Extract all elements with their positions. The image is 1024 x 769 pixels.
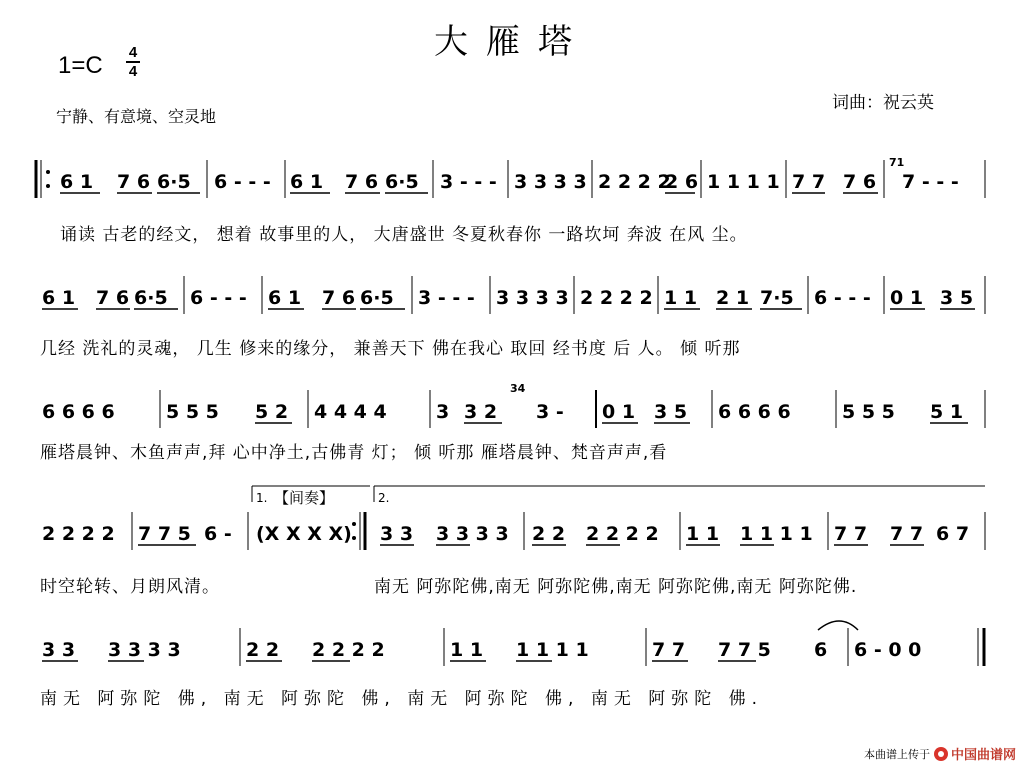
note-group: 0 1	[602, 401, 636, 423]
note-group: 6	[814, 639, 828, 661]
note-group: 1 1	[686, 523, 720, 545]
note-group: 7 6	[322, 287, 356, 309]
note-group: 3 5	[940, 287, 974, 309]
volta-1: 1.	[256, 491, 268, 505]
note-group: 6 6 6 6	[718, 401, 791, 423]
note-group: 1 1	[664, 287, 698, 309]
note-group: 1 1 1 1	[707, 171, 780, 193]
note-group: 6 - - -	[814, 287, 871, 309]
note-group: 2 6	[665, 171, 699, 193]
note-group: 7 7	[890, 523, 924, 545]
note-group: 3 3	[380, 523, 414, 545]
note-group: 7 7	[834, 523, 868, 545]
staff-line-5	[42, 621, 984, 666]
note-group: 6 - - -	[214, 171, 271, 193]
note-group: 7 6	[96, 287, 130, 309]
lyrics-line-5: 南无 阿弥陀 佛, 南无 阿弥陀 佛, 南无 阿弥陀 佛, 南无 阿弥陀 佛.	[40, 689, 764, 709]
lyrics-line-3: 雁塔晨钟、木鱼声声,拜 心中净土,古佛青 灯； 倾 听那 雁塔晨钟、梵音声声,看	[40, 443, 668, 463]
note-group: 5 5 5	[166, 401, 219, 423]
note-group: 7 6	[345, 171, 379, 193]
note-group: 3 3 3 3	[436, 523, 509, 545]
staff-line-3	[42, 382, 985, 428]
note-group: 5 2	[255, 401, 289, 423]
note-group: 3 2	[464, 401, 498, 423]
note-group: 6 - 0 0	[854, 639, 922, 661]
note-group: 2 2 2 2	[42, 523, 115, 545]
note-group: 7 7	[652, 639, 686, 661]
note-group: 6 1	[268, 287, 302, 309]
note-group: 7 7 5	[138, 523, 191, 545]
note-group: 0 1	[890, 287, 924, 309]
note-group: 3 3	[42, 639, 76, 661]
note-group: 7 6	[843, 171, 877, 193]
note-group: 1 1	[450, 639, 484, 661]
site-logo[interactable]	[934, 744, 1016, 763]
note-group: 7·5	[760, 287, 794, 309]
note-group: 3 3 3 3	[496, 287, 569, 309]
note-group: 2 2 2 2	[598, 171, 671, 193]
note-group: 3 - - -	[418, 287, 475, 309]
note-group: 3 3 3 3	[108, 639, 181, 661]
lyrics-line-4a: 时空轮转、月朗风清。	[40, 577, 220, 597]
time-signature-bottom: 4	[128, 63, 138, 80]
staff-line-2	[42, 276, 985, 314]
note-group: 6 1	[60, 171, 94, 193]
note-group: 3	[436, 401, 450, 423]
note-group: 6·5	[360, 287, 394, 309]
staff-line-1	[36, 156, 985, 198]
lyrics-line-4b: 南无 阿弥陀佛,南无 阿弥陀佛,南无 阿弥陀佛,南无 阿弥陀佛.	[374, 577, 858, 597]
note-group: 2 2 2 2	[586, 523, 659, 545]
note-group: 6 1	[42, 287, 76, 309]
note-group: 6 1	[290, 171, 324, 193]
note-group: 1 1 1 1	[516, 639, 589, 661]
lyrics-line-1: 诵读 古老的经文， 想着 故事里的人， 大唐盛世 冬夏秋春你 一路坎坷 奔波 在风 尘。	[60, 225, 748, 245]
note-group: 3 -	[536, 401, 564, 423]
note-group: 5 5 5	[842, 401, 895, 423]
interlude-label: 【间奏】	[274, 489, 335, 507]
footer	[864, 744, 1016, 763]
note-group: 7 7 5	[718, 639, 771, 661]
note-group: 2 2 2 2	[312, 639, 385, 661]
note-group: 6·5	[134, 287, 168, 309]
grace-note: 34	[510, 382, 526, 395]
time-signature-top: 4	[128, 44, 138, 61]
note-group: 6 - - -	[190, 287, 247, 309]
note-group: 4 4 4 4	[314, 401, 387, 423]
key-signature: 1=C	[58, 52, 103, 79]
note-group: 3 3 3 3	[514, 171, 587, 193]
note-group: 3 - - -	[440, 171, 497, 193]
logo-icon	[934, 747, 948, 761]
note-group: 7 7	[792, 171, 826, 193]
note-group: (X X X X)	[256, 523, 352, 545]
note-group: 6 6 6 6	[42, 401, 115, 423]
note-group: 2 2 2 2	[580, 287, 653, 309]
note-group: 5 1	[930, 401, 964, 423]
note-group: 2 2	[532, 523, 566, 545]
note-group: 3 5	[654, 401, 688, 423]
note-group: 1 1 1 1	[740, 523, 813, 545]
grace-note: 71	[889, 156, 905, 169]
note-group: 7 6	[117, 171, 151, 193]
staff-line-4	[42, 486, 985, 550]
volta-2: 2.	[378, 491, 390, 505]
tempo-mood: 宁静、有意境、空灵地	[56, 107, 217, 126]
note-group: 7 - - -	[902, 171, 959, 193]
upload-text: 本曲谱上传于	[863, 747, 930, 761]
logo-text: 中国曲谱网	[950, 747, 1016, 762]
note-group: 2 2	[246, 639, 280, 661]
note-group: 6·5	[385, 171, 419, 193]
page-title: 大雁塔	[434, 22, 590, 62]
composer-credit: 词曲：祝云英	[832, 93, 934, 113]
note-group: 6 -	[204, 523, 232, 545]
note-group: 6·5	[157, 171, 191, 193]
lyrics-line-2: 几经 洗礼的灵魂， 几生 修来的缘分， 兼善天下 佛在我心 取回 经书度 后 人。 倾 听那	[40, 339, 741, 359]
note-group: 6 7	[936, 523, 970, 545]
note-group: 2 1	[716, 287, 750, 309]
